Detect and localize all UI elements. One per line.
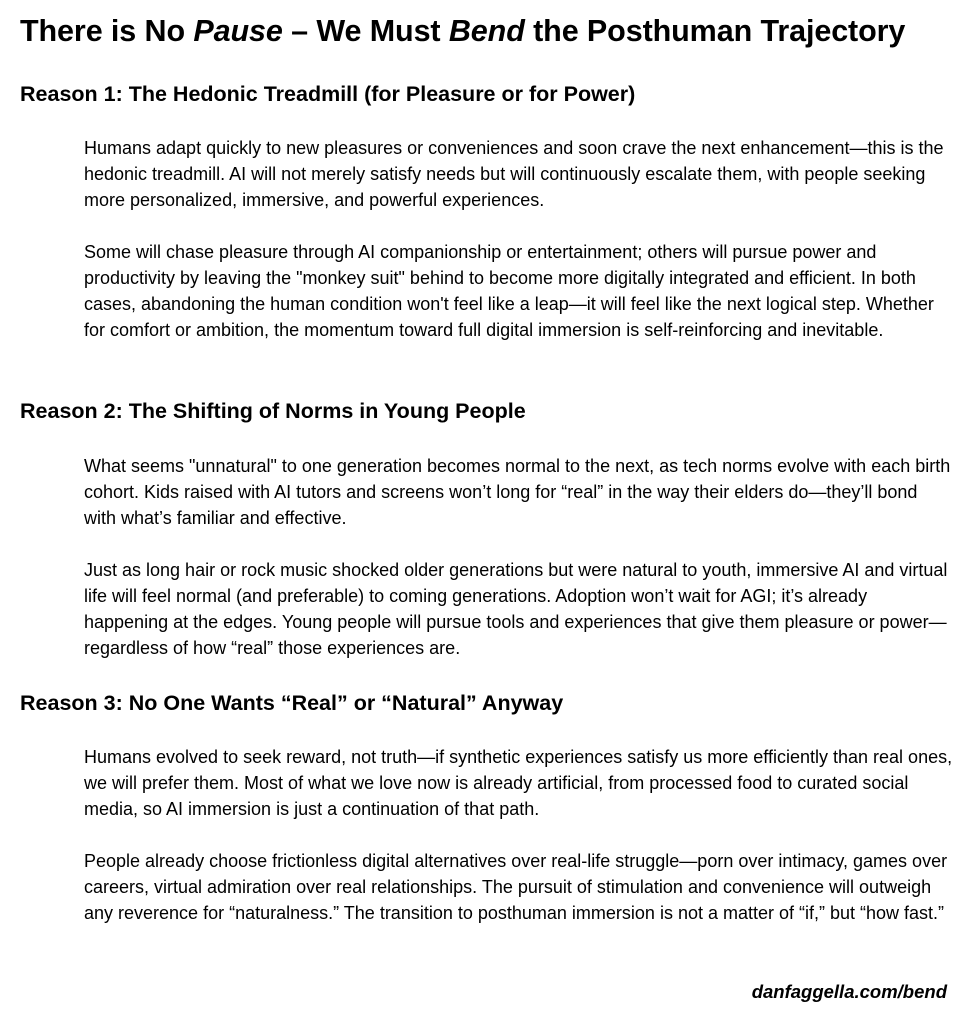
paragraph-reason-3-b: People already choose frictionless digital alternatives over real-life struggle—porn over intimacy, games over careers, virtual admiration over real relationships. The pursuit of stimulation and convenience will outweigh any reverence for “naturalness.” The transition to posthuman immersion is not a matter of “if,” but “how fast.” (84, 851, 948, 923)
title-part-2: – We Must (282, 14, 449, 48)
title-italic-pause: Pause (193, 14, 283, 48)
paragraph-reason-2-a: What seems "unnatural" to one generation becomes normal to the next, as tech norms evolve with each birth cohort. Kids raised with AI tutors and screens won’t long for “real” in the way their elders do—they’ll bond with what’s familiar and effective. (84, 456, 951, 528)
page-title (20, 11, 905, 51)
section-heading-reason-1: Reason 1: The Hedonic Treadmill (for Pleasure or for Power) (20, 82, 636, 106)
paragraph-reason-3-a: Humans evolved to seek reward, not truth—if synthetic experiences satisfy us more efficiently than real ones, we will prefer them. Most of what we love now is already artificial, from processed food to curated social media, so AI immersion is just a continuation of that path. (84, 747, 953, 819)
title-part-1: There is No (20, 14, 194, 48)
paragraph-reason-1-a: Humans adapt quickly to new pleasures or conveniences and soon crave the next enhancement—this is the hedonic treadmill. AI will not merely satisfy needs but will continuously escalate them, with people seeking more personalized, immersive, and powerful experiences. (84, 138, 944, 210)
paragraph-reason-1-b: Some will chase pleasure through AI companionship or entertainment; others will pursue power and productivity by leaving the "monkey suit" behind to become more digitally integrated and efficient. In both cases, abandoning the human condition won't feel like a leap—it will feel like the next logical step. Whether for comfort or ambition, the momentum toward full digital immersion is self-reinforcing and inevitable. (84, 242, 934, 340)
title-italic-bend: Bend (448, 14, 525, 48)
section-heading-reason-3: Reason 3: No One Wants “Real” or “Natural” Anyway (20, 691, 564, 715)
title-part-3: the Posthuman Trajectory (524, 14, 906, 48)
source-url: danfaggella.com/bend (751, 981, 947, 1002)
paragraph-reason-2-b: Just as long hair or rock music shocked older generations but were natural to youth, immersive AI and virtual life will feel normal (and preferable) to coming generations. Adoption won’t wait for AGI; it’s already happening at the edges. Young people will pursue tools and experiences that give them pleasure or power—regardless of how “real” those experiences are. (84, 560, 948, 658)
section-heading-reason-2: Reason 2: The Shifting of Norms in Young People (20, 399, 526, 423)
